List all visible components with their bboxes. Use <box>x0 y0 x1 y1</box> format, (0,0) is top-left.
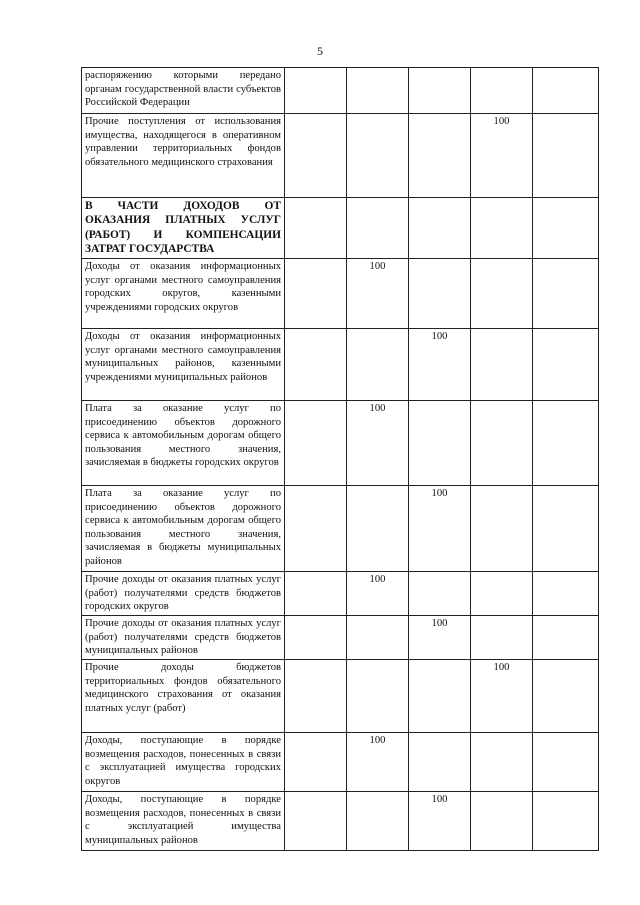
revenue-description: Прочие поступления от использования имущества, находящегося в оперативном управлении территориальных фондов обязательного медицинского страхования <box>82 114 285 198</box>
revenue-description: Прочие доходы от оказания платных услуг (работ) получателями средств бюджетов городских округов <box>82 572 285 616</box>
table-row <box>82 259 599 329</box>
revenue-description: Плата за оказание услуг по присоединению объектов дорожного сервиса к автомобильным дорогам общего пользования местного значения, зачисляемая в бюджеты городских округов <box>82 401 285 486</box>
value-cell <box>347 198 409 259</box>
value-cell: 100 <box>471 114 533 198</box>
value-cell <box>471 329 533 401</box>
value-cell <box>285 792 347 851</box>
value-cell: 100 <box>471 660 533 733</box>
value-cell <box>347 68 409 114</box>
revenue-description: Прочие доходы от оказания платных услуг (работ) получателями средств бюджетов муниципальных районов <box>82 616 285 660</box>
value-cell: 100 <box>409 792 471 851</box>
value-cell: 100 <box>347 572 409 616</box>
value-cell <box>409 733 471 792</box>
table-row <box>82 68 599 114</box>
value-cell <box>409 660 471 733</box>
value-cell <box>471 792 533 851</box>
table-row <box>82 486 599 572</box>
value-cell <box>533 259 599 329</box>
value-cell <box>533 68 599 114</box>
value-cell <box>533 198 599 259</box>
value-cell <box>533 616 599 660</box>
value-cell <box>409 68 471 114</box>
value-cell <box>285 486 347 572</box>
value-cell <box>285 114 347 198</box>
value-cell <box>409 198 471 259</box>
revenue-description: распоряжению которыми передано органам государственной власти субъектов Российской Федерации <box>82 68 285 114</box>
value-cell: 100 <box>347 401 409 486</box>
value-cell <box>533 572 599 616</box>
value-cell <box>533 733 599 792</box>
value-cell <box>533 401 599 486</box>
table-row <box>82 733 599 792</box>
value-cell <box>533 660 599 733</box>
section-heading: В ЧАСТИ ДОХОДОВ ОТ ОКАЗАНИЯ ПЛАТНЫХ УСЛУГ (РАБОТ) И КОМПЕНСАЦИИ ЗАТРАТ ГОСУДАРСТВА <box>82 198 285 259</box>
revenue-description: Доходы от оказания информационных услуг органами местного самоуправления городских округов, казенными учреждениями городских округов <box>82 259 285 329</box>
value-cell <box>533 486 599 572</box>
table-row <box>82 792 599 851</box>
value-cell <box>409 401 471 486</box>
value-cell <box>533 114 599 198</box>
value-cell: 100 <box>409 329 471 401</box>
value-cell <box>285 401 347 486</box>
value-cell <box>285 259 347 329</box>
value-cell <box>471 733 533 792</box>
value-cell <box>285 616 347 660</box>
revenue-description: Прочие доходы бюджетов территориальных фондов обязательного медицинского страхования от оказания платных услуг (работ) <box>82 660 285 733</box>
value-cell <box>471 572 533 616</box>
value-cell <box>409 259 471 329</box>
value-cell <box>409 572 471 616</box>
value-cell <box>471 68 533 114</box>
value-cell: 100 <box>409 616 471 660</box>
value-cell <box>347 329 409 401</box>
value-cell <box>347 792 409 851</box>
value-cell <box>533 792 599 851</box>
table-row <box>82 114 599 198</box>
value-cell <box>347 660 409 733</box>
value-cell <box>347 616 409 660</box>
value-cell <box>285 660 347 733</box>
revenue-description: Доходы от оказания информационных услуг органами местного самоуправления муниципальных районов, казенными учреждениями муниципальных районов <box>82 329 285 401</box>
value-cell <box>533 329 599 401</box>
value-cell: 100 <box>347 733 409 792</box>
revenue-description: Доходы, поступающие в порядке возмещения расходов, понесенных в связи с эксплуатацией имущества городских округов <box>82 733 285 792</box>
value-cell: 100 <box>347 259 409 329</box>
value-cell <box>285 572 347 616</box>
value-cell <box>471 486 533 572</box>
value-cell <box>471 401 533 486</box>
revenue-distribution-table <box>81 67 599 851</box>
page-number: 5 <box>317 44 323 58</box>
table-row <box>82 660 599 733</box>
value-cell <box>471 259 533 329</box>
value-cell <box>285 68 347 114</box>
value-cell <box>285 733 347 792</box>
revenue-description: Плата за оказание услуг по присоединению объектов дорожного сервиса к автомобильным дорогам общего пользования местного значения, зачисляемая в бюджеты муниципальных районов <box>82 486 285 572</box>
value-cell <box>347 486 409 572</box>
table-row <box>82 616 599 660</box>
value-cell <box>347 114 409 198</box>
value-cell: 100 <box>409 486 471 572</box>
revenue-description: Доходы, поступающие в порядке возмещения расходов, понесенных в связи с эксплуатацией имущества муниципальных районов <box>82 792 285 851</box>
table-row <box>82 572 599 616</box>
value-cell <box>471 616 533 660</box>
table-row <box>82 329 599 401</box>
table-row <box>82 401 599 486</box>
table-row <box>82 198 599 259</box>
value-cell <box>471 198 533 259</box>
value-cell <box>285 329 347 401</box>
value-cell <box>285 198 347 259</box>
value-cell <box>409 114 471 198</box>
